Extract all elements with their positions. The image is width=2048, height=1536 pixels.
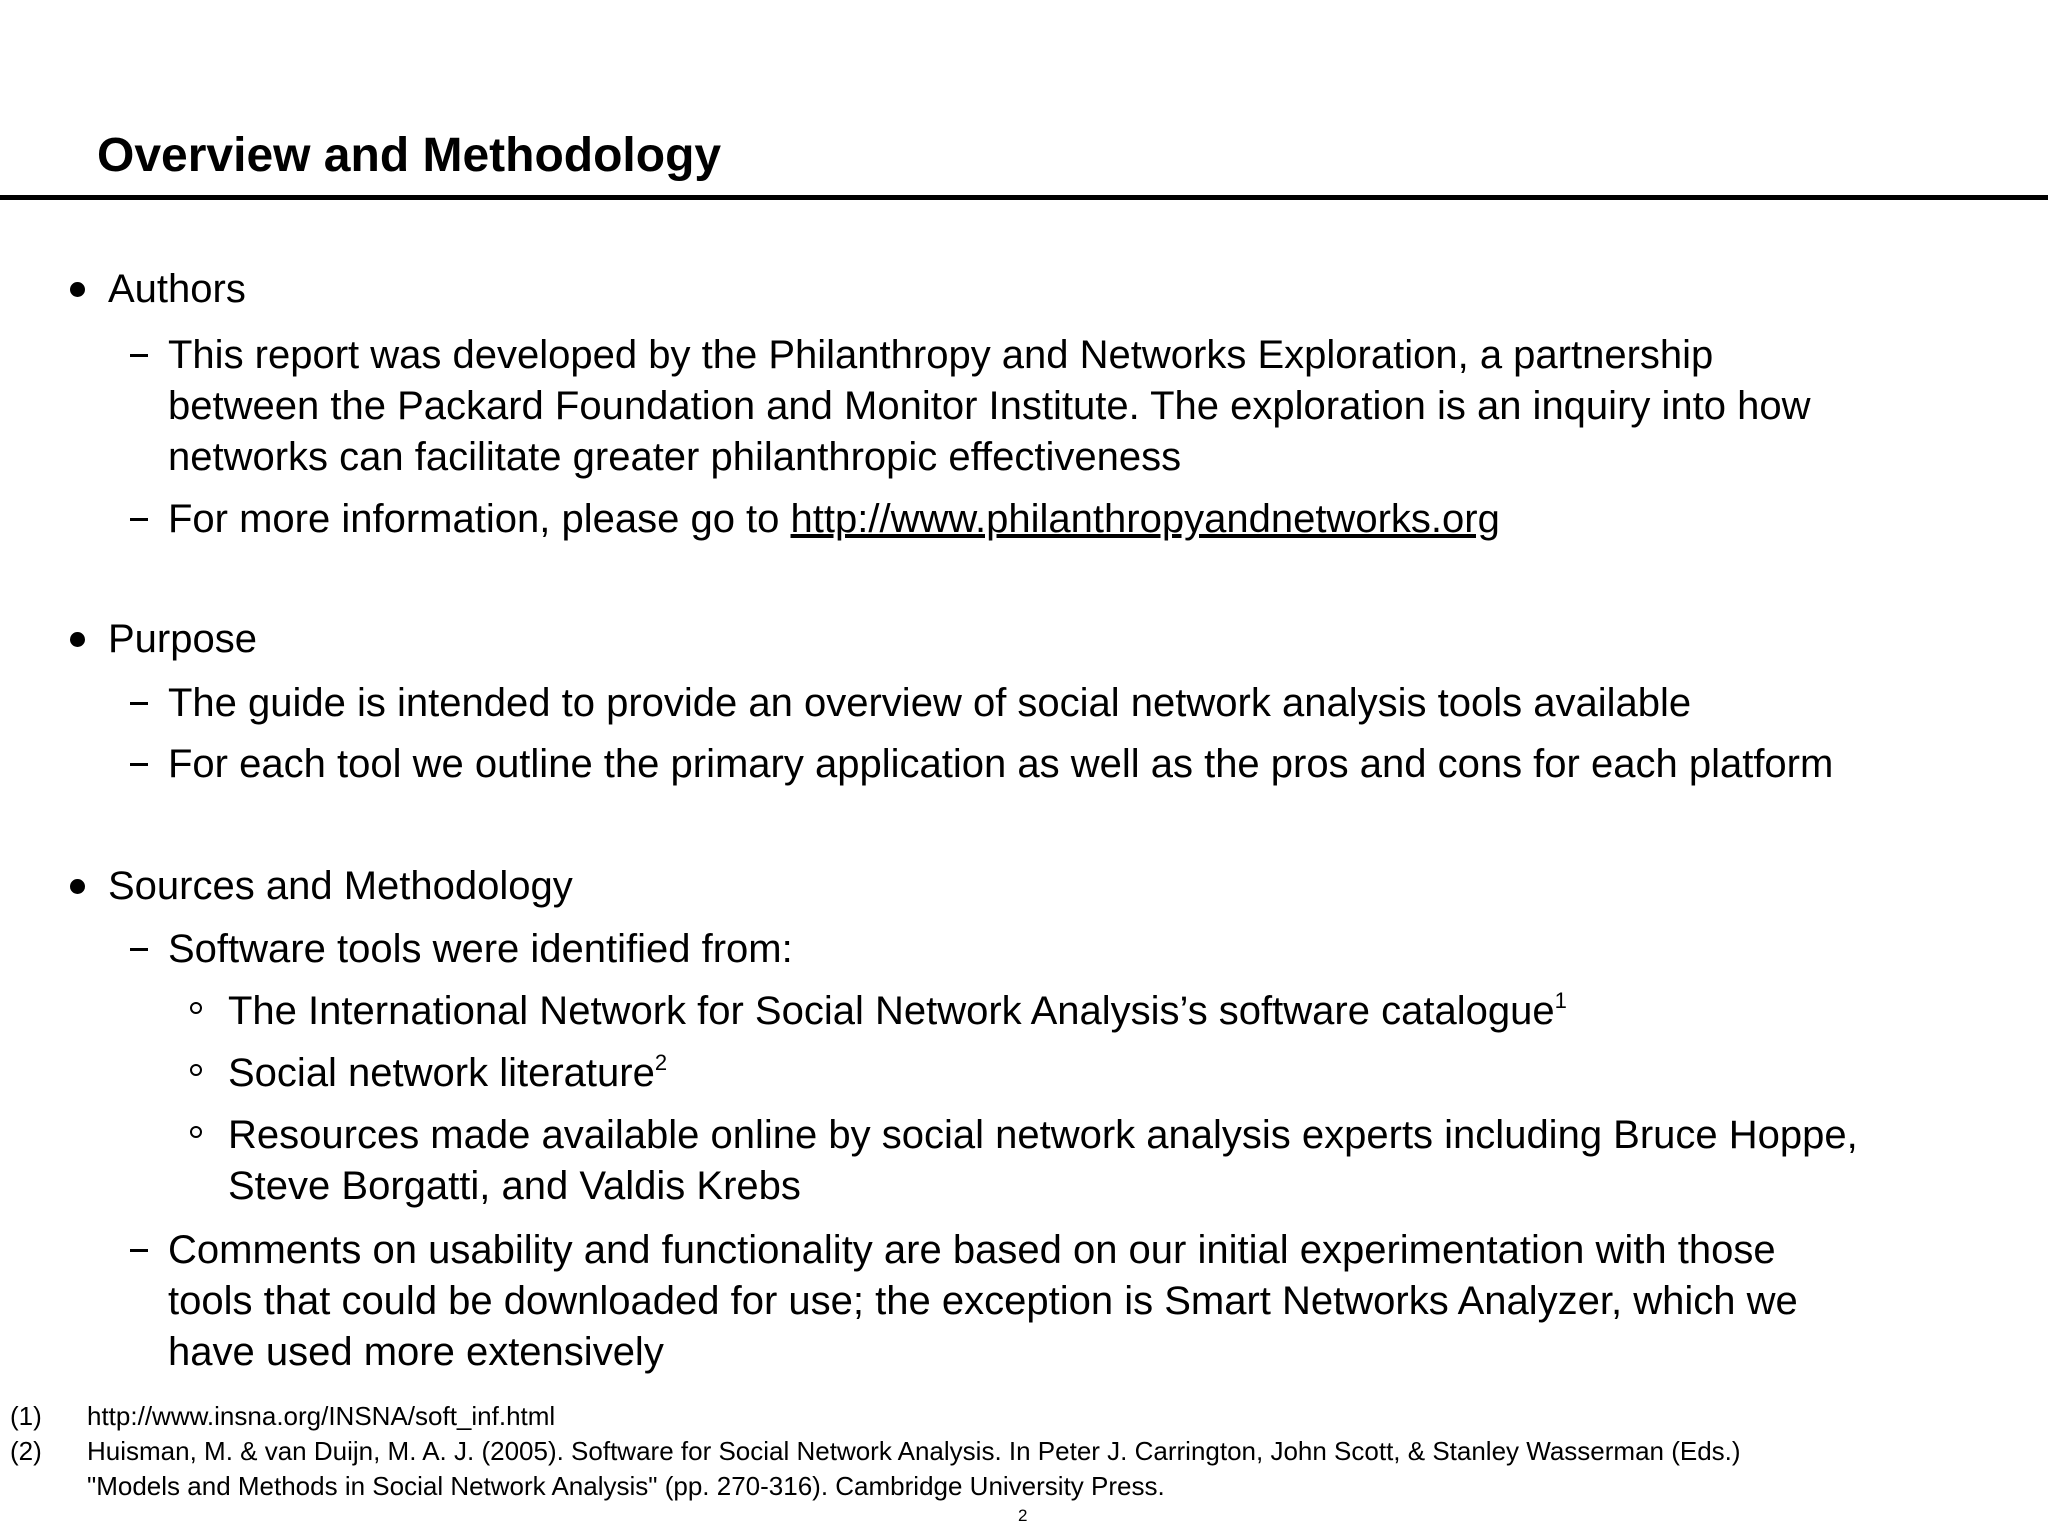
dash-icon <box>130 1249 148 1252</box>
section-heading-sources: Sources and Methodology <box>108 864 573 908</box>
sources-subitem-2-text: Social network literature <box>228 1051 655 1095</box>
sources-subitem-1-text: The International Network for Social Network Analysis’s software catalogue <box>228 989 1555 1033</box>
bullet-icon <box>70 879 85 894</box>
philanthropy-networks-link[interactable]: http://www.philanthropyandnetworks.org <box>790 497 1500 541</box>
authors-item-2 <box>168 494 1500 545</box>
dash-icon <box>130 354 148 357</box>
authors-item-1-line-2: between the Packard Foundation and Monitor Institute. The exploration is an inquiry into how <box>168 384 1811 428</box>
footnote-2-line-1: Huisman, M. & van Duijn, M. A. J. (2005). Software for Social Network Analysis. In Peter J. Carrington, John Scott, & Stanley Wasserman (Eds.) <box>87 1436 1741 1466</box>
footnote-number-2: (2) <box>10 1436 42 1466</box>
dash-icon <box>130 518 148 521</box>
footnote-number-1: (1) <box>10 1401 42 1431</box>
sources-subitem-1 <box>228 986 1567 1037</box>
authors-item-1-line-1: This report was developed by the Philanthropy and Networks Exploration, a partnership <box>168 333 1714 377</box>
footnote-ref-1: 1 <box>1554 988 1567 1013</box>
sources-item-2-line-1: Comments on usability and functionality are based on our initial experimentation with those <box>168 1228 1776 1272</box>
sources-item-2-line-2: tools that could be downloaded for use; the exception is Smart Networks Analyzer, which we <box>168 1279 1798 1323</box>
bullet-icon <box>70 282 85 297</box>
purpose-item-1: The guide is intended to provide an overview of social network analysis tools available <box>168 681 1692 725</box>
dash-icon <box>130 763 148 766</box>
slide-title: Overview and Methodology <box>97 129 722 182</box>
sources-item-1: Software tools were identified from: <box>168 927 793 971</box>
circle-bullet-icon <box>190 1064 202 1076</box>
footnote-ref-2: 2 <box>654 1050 668 1075</box>
section-heading-authors: Authors <box>108 267 246 311</box>
sources-subitem-2 <box>228 1048 667 1099</box>
footnote-1-text: http://www.insna.org/INSNA/soft_inf.html <box>87 1401 556 1431</box>
title-divider <box>0 195 2048 200</box>
sources-subitem-3-line-1: Resources made available online by social network analysis experts including Bruce Hoppe, <box>228 1113 1858 1157</box>
more-info-text: For more information, please go to <box>168 497 791 541</box>
dash-icon <box>130 702 148 705</box>
circle-bullet-icon <box>190 1002 202 1014</box>
circle-bullet-icon <box>190 1126 202 1138</box>
section-heading-purpose: Purpose <box>108 617 257 661</box>
sources-subitem-3-line-2: Steve Borgatti, and Valdis Krebs <box>228 1164 801 1208</box>
authors-item-1-line-3: networks can facilitate greater philanthropic effectiveness <box>168 435 1182 479</box>
purpose-item-2: For each tool we outline the primary application as well as the pros and cons for each platform <box>168 742 1834 786</box>
sources-item-2-line-3: have used more extensively <box>168 1330 664 1374</box>
footnote-2-line-2: "Models and Methods in Social Network Analysis" (pp. 270-316). Cambridge University Press. <box>87 1471 1165 1501</box>
dash-icon <box>130 948 148 951</box>
bullet-icon <box>70 632 85 647</box>
page-number: 2 <box>1018 1506 1028 1525</box>
